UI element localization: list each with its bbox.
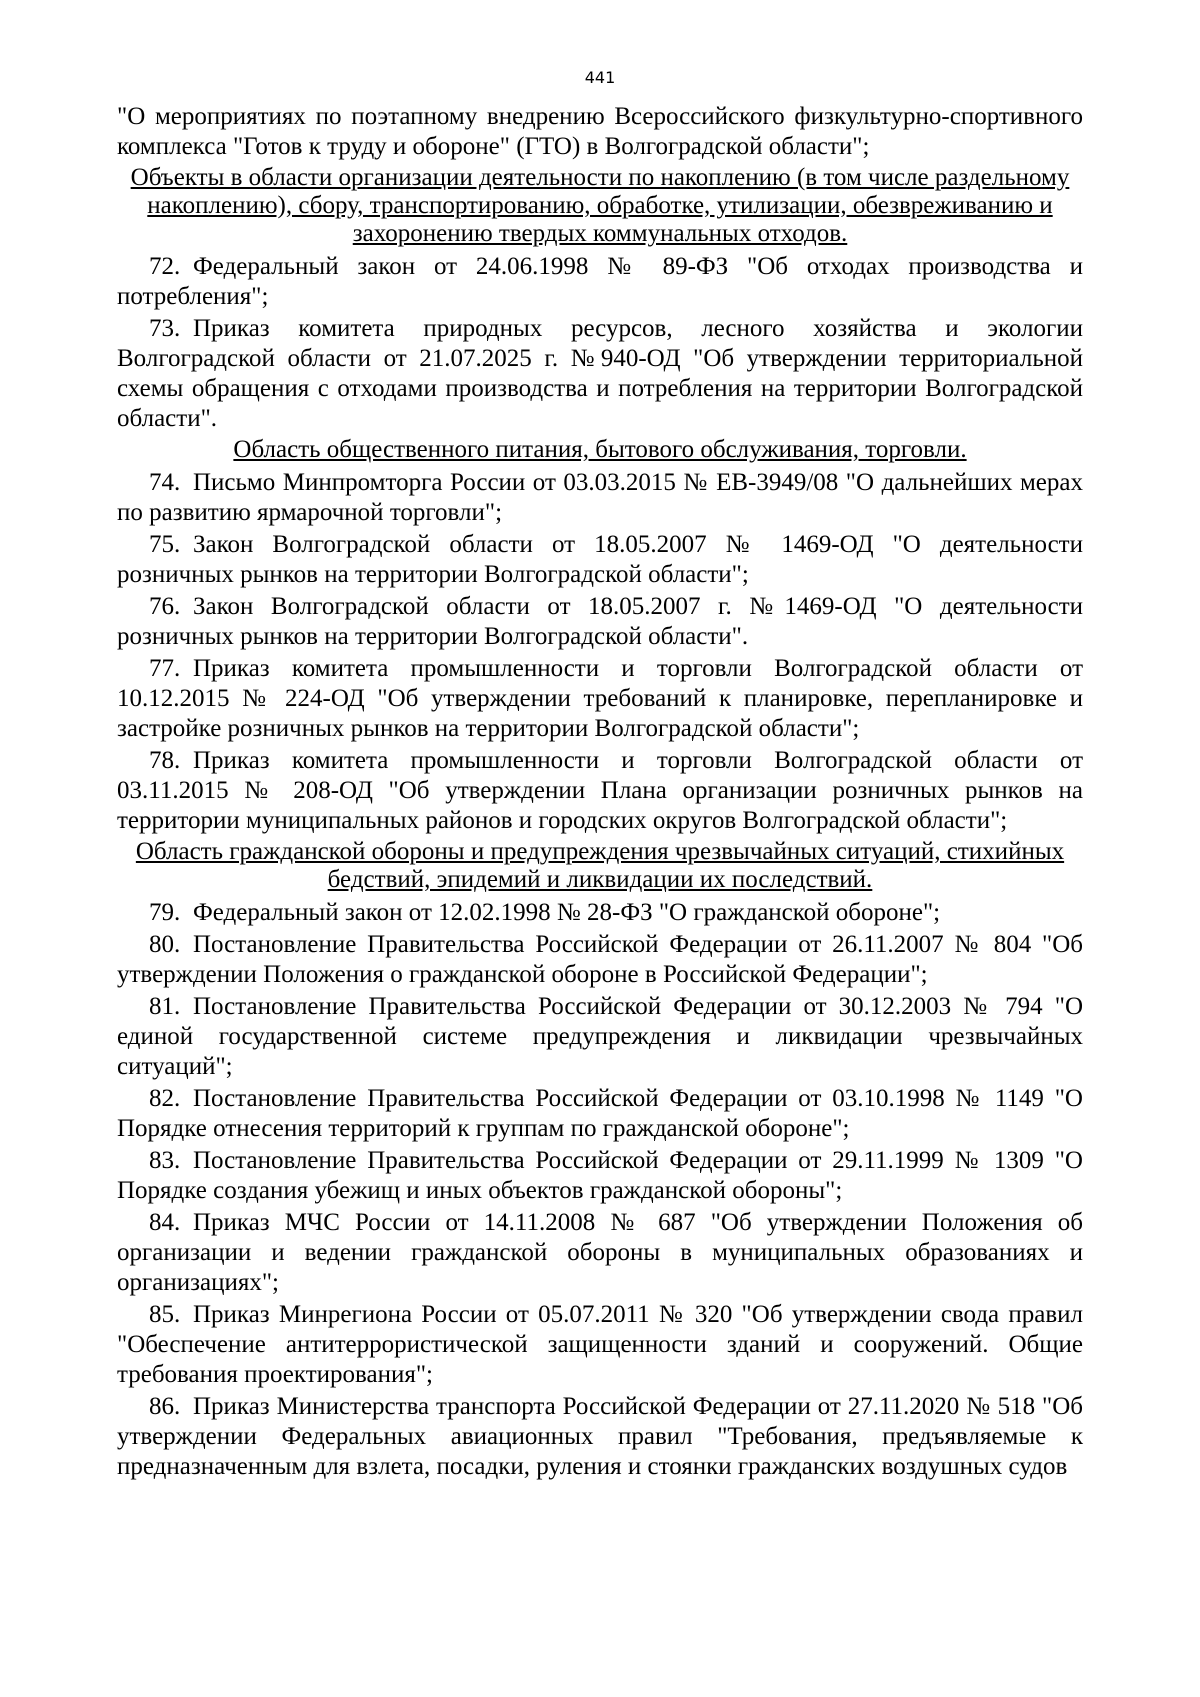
section-heading: Объекты в области организации деятельности по накоплению (в том числе раздельному накоплению), сбору, транспортированию, обработке, утилизации, обезвреживанию и захоронению твердых коммунальных отходов. bbox=[130, 164, 1070, 247]
item-number: 81. bbox=[149, 993, 181, 1020]
list-item bbox=[117, 1300, 1083, 1390]
list-item bbox=[117, 1208, 1083, 1298]
intro-paragraph: "О мероприятиях по поэтапному внедрению Всероссийского физкультурно-спортивного комплекса "Готов к труду и обороне" (ГТО) в Волгоградской области"; bbox=[117, 103, 1083, 160]
document-page bbox=[117, 68, 1083, 1484]
item-number: 78. bbox=[149, 747, 181, 774]
page-number: 441 bbox=[584, 68, 616, 87]
item-number: 77. bbox=[149, 655, 181, 682]
item-number: 75. bbox=[149, 531, 181, 558]
item-text: Письмо Минпромторга России от 03.03.2015 № ЕВ-3949/08 "О дальнейших мерах по развитию ярмарочной торговли"; bbox=[117, 469, 1083, 526]
item-text: Постановление Правительства Российской Федерации от 30.12.2003 № 794 "О единой государственной системе предупреждения и ликвидации чрезвычайных ситуаций"; bbox=[117, 993, 1083, 1080]
item-text: Приказ комитета природных ресурсов, лесного хозяйства и экологии Волгоградской области от 21.07.2025 г. №940-ОД "Об утверждении территориальной схемы обращения с отходами производства и потребления на территории Волгоградской области". bbox=[117, 315, 1083, 432]
list-item bbox=[117, 252, 1083, 312]
list-item bbox=[117, 930, 1083, 990]
item-text: Приказ Минрегиона России от 05.07.2011 № 320 "Об утверждении свода правил "Обеспечение антитеррористической защищенности зданий и сооружений. Общие требования проектирования"; bbox=[117, 1301, 1083, 1388]
item-number: 76. bbox=[149, 593, 181, 620]
item-number: 73. bbox=[149, 315, 181, 342]
item-number: 83. bbox=[149, 1147, 181, 1174]
list-item bbox=[117, 746, 1083, 836]
list-item bbox=[117, 1084, 1083, 1144]
item-number: 74. bbox=[149, 469, 181, 496]
item-text: Федеральный закон от 24.06.1998 № 89-ФЗ "Об отходах производства и потребления"; bbox=[117, 253, 1083, 310]
document-body bbox=[117, 102, 1083, 1482]
item-number: 82. bbox=[149, 1085, 181, 1112]
list-item bbox=[117, 314, 1083, 434]
section-waste bbox=[117, 164, 1083, 434]
item-text: Закон Волгоградской области от 18.05.2007 № 1469-ОД "О деятельности розничных рынков на территории Волгоградской области"; bbox=[117, 531, 1083, 588]
section-civil-defense bbox=[117, 838, 1083, 1482]
list-item bbox=[117, 1146, 1083, 1206]
section-trade bbox=[117, 436, 1083, 836]
item-number: 72. bbox=[149, 253, 181, 280]
section-heading: Область гражданской обороны и предупреждения чрезвычайных ситуаций, стихийных бедствий, эпидемий и ликвидации их последствий. bbox=[135, 838, 1065, 893]
list-item bbox=[117, 468, 1083, 528]
item-text: Приказ комитета промышленности и торговли Волгоградской области от 10.12.2015 № 224-ОД "Об утверждении требований к планировке, перепланировке и застройке розничных рынков на территории Волгоградской области"; bbox=[117, 655, 1083, 742]
list-item bbox=[117, 992, 1083, 1082]
item-text: Федеральный закон от 12.02.1998 № 28-ФЗ "О гражданской обороне"; bbox=[193, 899, 941, 926]
item-text: Приказ Министерства транспорта Российской Федерации от 27.11.2020 № 518 "Об утверждении Федеральных авиационных правил "Требования, предъявляемые к предназначенным для взлета, посадки, руления и стоянки гражданских воздушных судов bbox=[117, 1393, 1083, 1480]
item-number: 86. bbox=[149, 1393, 181, 1420]
item-number: 79. bbox=[149, 899, 181, 926]
list-item bbox=[117, 1392, 1083, 1482]
list-item bbox=[117, 898, 1083, 928]
list-item bbox=[117, 530, 1083, 590]
item-number: 84. bbox=[149, 1209, 181, 1236]
list-item bbox=[117, 592, 1083, 652]
item-text: Постановление Правительства Российской Федерации от 03.10.1998 № 1149 "О Порядке отнесения территорий к группам по гражданской обороне"; bbox=[117, 1085, 1083, 1142]
item-number: 80. bbox=[149, 931, 181, 958]
item-text: Приказ комитета промышленности и торговли Волгоградской области от 03.11.2015 № 208-ОД "Об утверждении Плана организации розничных рынков на территории муниципальных районов и городских округов Волгоградской области"; bbox=[117, 747, 1083, 834]
item-number: 85. bbox=[149, 1301, 181, 1328]
item-text: Постановление Правительства Российской Федерации от 29.11.1999 № 1309 "О Порядке создания убежищ и иных объектов гражданской обороны"; bbox=[117, 1147, 1083, 1204]
section-heading: Область общественного питания, бытового обслуживания, торговли. bbox=[233, 436, 967, 463]
item-text: Постановление Правительства Российской Федерации от 26.11.2007 № 804 "Об утверждении Положения о гражданской обороне в Российской Федерации"; bbox=[117, 931, 1083, 988]
item-text: Закон Волгоградской области от 18.05.2007 г. №1469-ОД "О деятельности розничных рынков на территории Волгоградской области". bbox=[117, 593, 1083, 650]
item-text: Приказ МЧС России от 14.11.2008 № 687 "Об утверждении Положения об организации и ведении гражданской обороны в муниципальных образованиях и организациях"; bbox=[117, 1209, 1083, 1296]
list-item bbox=[117, 654, 1083, 744]
